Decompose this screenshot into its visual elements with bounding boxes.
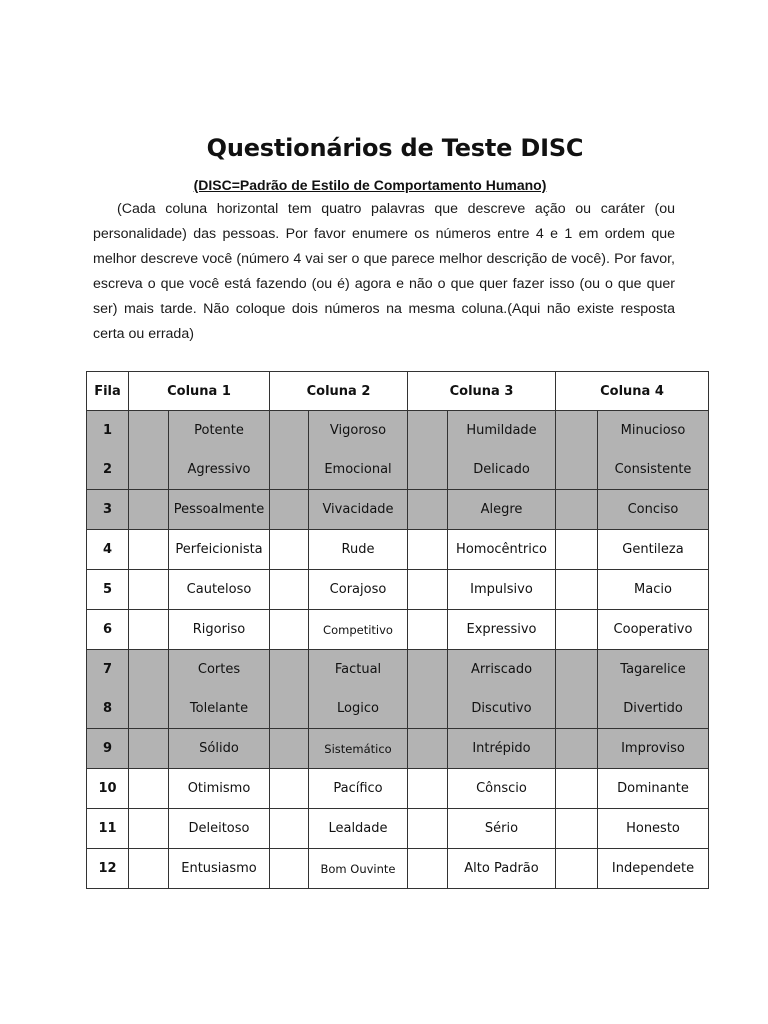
word-col-2: Corajoso	[309, 570, 408, 610]
answer-box-col-1[interactable]	[129, 849, 169, 889]
answer-box-col-4[interactable]	[556, 849, 598, 889]
word-col-4: Independete	[598, 849, 709, 889]
answer-box-col-1[interactable]	[129, 769, 169, 809]
word-col-1: Rigoriso	[169, 610, 270, 650]
table-row	[87, 610, 709, 650]
table-header-row	[87, 372, 709, 411]
table-row	[87, 450, 709, 490]
document-subtitle: (DISC=Padrão de Estilo de Comportamento Humano)	[193, 177, 547, 193]
answer-box-col-3[interactable]	[408, 769, 448, 809]
table-row	[87, 769, 709, 809]
answer-box-col-3[interactable]	[408, 411, 448, 451]
row-number: 12	[87, 849, 129, 889]
row-number: 5	[87, 570, 129, 610]
answer-box-col-3[interactable]	[408, 689, 448, 729]
table-row	[87, 689, 709, 729]
header-coluna-2: Coluna 2	[270, 372, 408, 411]
word-col-2: Competitivo	[309, 610, 408, 650]
word-col-3: Impulsivo	[448, 570, 556, 610]
row-number: 2	[87, 450, 129, 490]
row-number: 4	[87, 530, 129, 570]
answer-box-col-4[interactable]	[556, 769, 598, 809]
answer-box-col-2[interactable]	[270, 610, 309, 650]
word-col-1: Tolelante	[169, 689, 270, 729]
word-col-1: Entusiasmo	[169, 849, 270, 889]
table-row	[87, 490, 709, 530]
answer-box-col-2[interactable]	[270, 450, 309, 490]
answer-box-col-4[interactable]	[556, 650, 598, 690]
word-col-2: Logico	[309, 689, 408, 729]
word-col-2: Vivacidade	[309, 490, 408, 530]
row-number: 11	[87, 809, 129, 849]
word-col-1: Potente	[169, 411, 270, 451]
answer-box-col-3[interactable]	[408, 729, 448, 769]
table-row	[87, 530, 709, 570]
table-row	[87, 411, 709, 451]
row-number: 10	[87, 769, 129, 809]
word-col-1: Pessoalmente	[169, 490, 270, 530]
answer-box-col-1[interactable]	[129, 809, 169, 849]
word-col-2: Sistemático	[309, 729, 408, 769]
answer-box-col-2[interactable]	[270, 650, 309, 690]
word-col-1: Otimismo	[169, 769, 270, 809]
answer-box-col-4[interactable]	[556, 570, 598, 610]
answer-box-col-4[interactable]	[556, 809, 598, 849]
answer-box-col-2[interactable]	[270, 411, 309, 451]
word-col-1: Cortes	[169, 650, 270, 690]
answer-box-col-4[interactable]	[556, 450, 598, 490]
answer-box-col-4[interactable]	[556, 411, 598, 451]
row-number: 3	[87, 490, 129, 530]
answer-box-col-2[interactable]	[270, 530, 309, 570]
answer-box-col-1[interactable]	[129, 490, 169, 530]
row-number: 9	[87, 729, 129, 769]
word-col-4: Honesto	[598, 809, 709, 849]
table-row	[87, 729, 709, 769]
document-title: Questionários de Teste DISC	[206, 134, 584, 162]
answer-box-col-3[interactable]	[408, 530, 448, 570]
word-col-4: Dominante	[598, 769, 709, 809]
word-col-3: Homocêntrico	[448, 530, 556, 570]
word-col-3: Arriscado	[448, 650, 556, 690]
answer-box-col-2[interactable]	[270, 729, 309, 769]
instructions-paragraph: (Cada coluna horizontal tem quatro palavras que descreve ação ou caráter (ou personalidade) das pessoas. Por favor enumere os números entre 4 e 1 em ordem que melhor descreve você (número 4 vai ser o que parece melhor descrição de você). Por favor, escreva o que você está fazendo (ou é) agora e não o que quer fazer isso (ou o que quer ser) mais tarde. Não coloque dois números na mesma coluna.(Aqui não existe resposta certa ou errada)	[93, 201, 675, 342]
answer-box-col-3[interactable]	[408, 490, 448, 530]
row-number: 8	[87, 689, 129, 729]
word-col-3: Cônscio	[448, 769, 556, 809]
answer-box-col-2[interactable]	[270, 689, 309, 729]
answer-box-col-4[interactable]	[556, 610, 598, 650]
answer-box-col-1[interactable]	[129, 570, 169, 610]
answer-box-col-4[interactable]	[556, 490, 598, 530]
answer-box-col-2[interactable]	[270, 570, 309, 610]
row-number: 1	[87, 411, 129, 451]
table-row	[87, 849, 709, 889]
word-col-1: Sólido	[169, 729, 270, 769]
word-col-2: Bom Ouvinte	[309, 849, 408, 889]
answer-box-col-3[interactable]	[408, 650, 448, 690]
word-col-1: Deleitoso	[169, 809, 270, 849]
word-col-2: Rude	[309, 530, 408, 570]
word-col-1: Perfeicionista	[169, 530, 270, 570]
header-coluna-1: Coluna 1	[129, 372, 270, 411]
answer-box-col-1[interactable]	[129, 729, 169, 769]
answer-box-col-3[interactable]	[408, 570, 448, 610]
word-col-3: Humildade	[448, 411, 556, 451]
row-number: 7	[87, 650, 129, 690]
word-col-2: Pacífico	[309, 769, 408, 809]
word-col-3: Intrépido	[448, 729, 556, 769]
word-col-2: Emocional	[309, 450, 408, 490]
word-col-3: Discutivo	[448, 689, 556, 729]
row-number: 6	[87, 610, 129, 650]
answer-box-col-3[interactable]	[408, 450, 448, 490]
answer-box-col-4[interactable]	[556, 729, 598, 769]
answer-box-col-1[interactable]	[129, 450, 169, 490]
word-col-1: Agressivo	[169, 450, 270, 490]
table-row	[87, 570, 709, 610]
word-col-3: Delicado	[448, 450, 556, 490]
word-col-3: Alto Padrão	[448, 849, 556, 889]
table-body	[87, 411, 709, 889]
word-col-2: Vigoroso	[309, 411, 408, 451]
word-col-4: Divertido	[598, 689, 709, 729]
answer-box-col-1[interactable]	[129, 411, 169, 451]
answer-box-col-3[interactable]	[408, 809, 448, 849]
word-col-4: Conciso	[598, 490, 709, 530]
answer-box-col-1[interactable]	[129, 610, 169, 650]
word-col-2: Lealdade	[309, 809, 408, 849]
word-col-4: Consistente	[598, 450, 709, 490]
answer-box-col-2[interactable]	[270, 809, 309, 849]
word-col-1: Cauteloso	[169, 570, 270, 610]
answer-box-col-2[interactable]	[270, 849, 309, 889]
answer-box-col-3[interactable]	[408, 849, 448, 889]
answer-box-col-2[interactable]	[270, 769, 309, 809]
word-col-4: Improviso	[598, 729, 709, 769]
header-fila: Fila	[87, 372, 129, 411]
answer-box-col-1[interactable]	[129, 689, 169, 729]
word-col-4: Cooperativo	[598, 610, 709, 650]
answer-box-col-2[interactable]	[270, 490, 309, 530]
answer-box-col-3[interactable]	[408, 610, 448, 650]
disc-table	[86, 371, 709, 889]
word-col-4: Gentileza	[598, 530, 709, 570]
word-col-3: Sério	[448, 809, 556, 849]
header-coluna-4: Coluna 4	[556, 372, 709, 411]
header-coluna-3: Coluna 3	[408, 372, 556, 411]
word-col-2: Factual	[309, 650, 408, 690]
answer-box-col-4[interactable]	[556, 530, 598, 570]
word-col-4: Minucioso	[598, 411, 709, 451]
answer-box-col-1[interactable]	[129, 530, 169, 570]
word-col-3: Expressivo	[448, 610, 556, 650]
table-row	[87, 809, 709, 849]
answer-box-col-1[interactable]	[129, 650, 169, 690]
word-col-4: Tagarelice	[598, 650, 709, 690]
answer-box-col-4[interactable]	[556, 689, 598, 729]
word-col-3: Alegre	[448, 490, 556, 530]
word-col-4: Macio	[598, 570, 709, 610]
table-row	[87, 650, 709, 690]
